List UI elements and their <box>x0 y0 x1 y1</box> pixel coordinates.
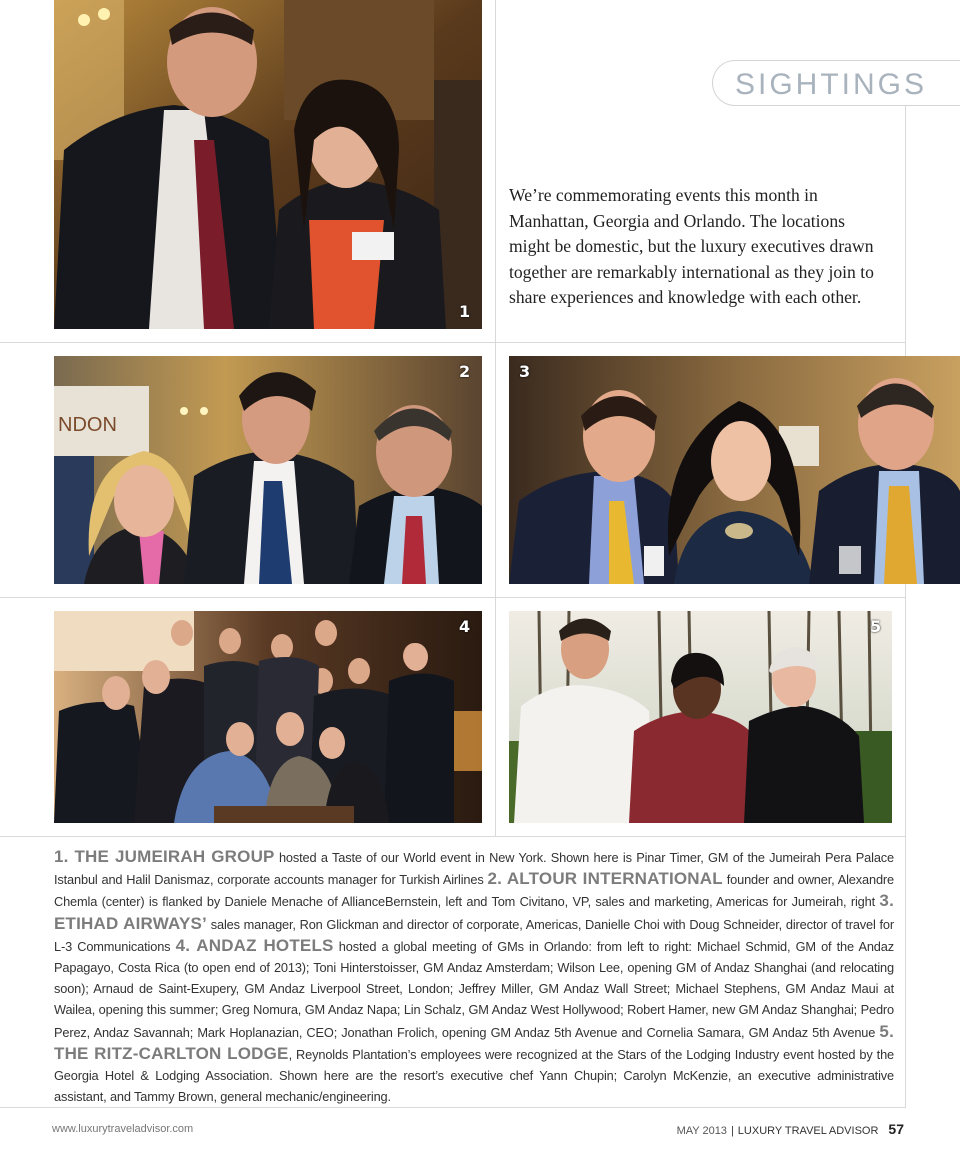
photo-number: 3 <box>519 362 531 381</box>
photo-andaz-hotels <box>54 611 482 823</box>
caption-text: sales manager, Ron Glickman and director of corporate, Americas, Danielle Choi with Doug Schneider, director of travel for L-3 Communications <box>54 916 894 954</box>
caption-text: hosted a Taste of our World event in New York. Shown here is Pinar Timer, GM of the Jumeirah Pera Palace Istanbul and Halil Danismaz, corporate accounts manager for Turkish Airlines <box>54 850 895 888</box>
intro-text: We’re commemorating events this month in Manhattan, Georgia and Orlando. The locations might be domestic, but the luxury executives drawn together are remarkably international as they join to share experiences and knowledge with each other. <box>509 185 874 308</box>
caption-heading: 5. THE RITZ-CARLTON LODGE <box>54 1021 894 1063</box>
photo-number: 1 <box>459 302 471 321</box>
caption-text: hosted a global meeting of GMs in Orlando: from left to right: Michael Schmid, GM of the Andaz Papagayo, Costa Rica (to open end of 2013); Toni Hinterstoisser, GM Andaz Amsterdam; Wilson Lee, opening GM of Andaz Shanghai (and relocating soon); Arnaud de Saint-Exupery, GM Andaz Liverpool Street, London; Jeffrey Miller, GM Andaz Wall Street; Michael Stephens, GM Andaz Maui at Wailea, opening this summer; Greg Nomura, GM Andaz Napa; Lin Schalz, GM Andaz West Hollywood; Robert Hamer, new GM Andaz Shanghai; Pedro Perez, Andaz Savannah; Mark Hoplanazian, CEO; Jonathan Frolich, opening GM Andaz 5th Avenue and Cornelia Samara, GM Andaz 5th Avenue <box>54 938 894 1040</box>
section-title: SIGHTINGS <box>735 68 928 101</box>
photo-number: 4 <box>459 617 471 636</box>
grid-line <box>0 597 906 598</box>
section-tab <box>712 60 960 106</box>
caption-text: , Reynolds Plantation’s employees were recognized at the Stars of the Lodging Industry event hosted by the Georgia Hotel & Lodging Association. Shown here are the resort’s executive chef Yann Chupin; Carolyn McKenzie, an executive administrative assistant, and Tammy Brown, general mechanic/engineering. <box>54 1046 894 1105</box>
svg-text:NDON: NDON <box>58 414 117 436</box>
caption-heading: 3. ETIHAD AIRWAYS’ <box>54 891 894 933</box>
grid-line <box>0 836 906 837</box>
publication-name: LUXURY TRAVEL ADVISOR <box>737 1125 879 1137</box>
photo-etihad-airways <box>509 356 960 584</box>
issue-date: MAY 2013 <box>676 1125 727 1137</box>
photo-number: 2 <box>459 362 471 381</box>
photo-altour-international <box>54 356 482 584</box>
photo-ritz-carlton-lodge <box>509 611 892 823</box>
photo-captions <box>54 846 894 1107</box>
grid-line <box>905 106 906 1108</box>
caption-heading: 2. ALTOUR INTERNATIONAL <box>487 869 723 889</box>
caption-heading: 4. ANDAZ HOTELS <box>175 935 334 955</box>
grid-line <box>0 342 906 343</box>
footer-folio <box>677 1121 904 1137</box>
page-number: 57 <box>888 1121 904 1137</box>
photo-number: 5 <box>870 617 882 636</box>
grid-line <box>495 0 496 836</box>
caption-text: founder and owner, Alexandre Chemla (center) is flanked by Daniele Menache of AllianceBernstein, left and Tom Civitano, VP, sales and marketing, Americas for Jumeirah, right <box>54 872 894 910</box>
photo-jumeirah-group <box>54 0 482 329</box>
footer-url: www.luxurytraveladvisor.com <box>52 1123 194 1135</box>
folio-separator: | <box>730 1125 734 1137</box>
caption-heading: 1. THE JUMEIRAH GROUP <box>54 847 275 866</box>
